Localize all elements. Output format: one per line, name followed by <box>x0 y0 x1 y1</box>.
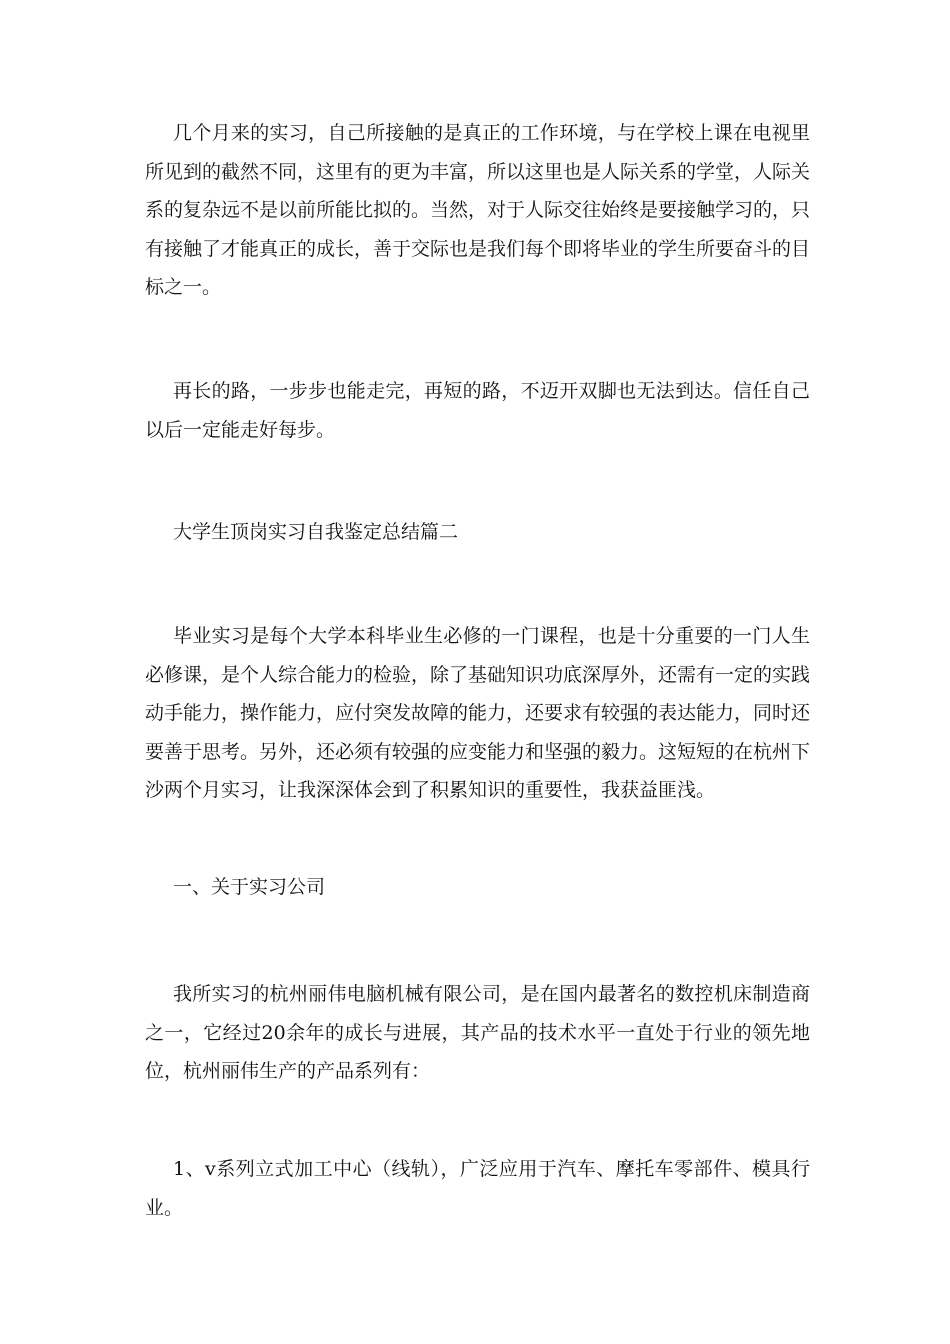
paragraph-company-intro: 我所实习的杭州丽伟电脑机械有限公司，是在国内最著名的数控机床制造商之一，它经过20余年的成长与进展，其产品的技术水平一直处于行业的领先地位，杭州丽伟生产的产品系列有： <box>145 983 810 1083</box>
paragraph-internship-experience: 几个月来的实习，自己所接触的是真正的工作环境，与在学校上课在电视里所见到的截然不同，这里有的更为丰富，所以这里也是人际关系的学堂，人际关系的复杂远不是以前所能比拟的。当然，对于人际交往始终是要接触学习的，只有接触了才能真正的成长，善于交际也是我们每个即将毕业的学生所要奋斗的目标之一。 <box>145 122 811 299</box>
paragraph-long-road: 再长的路，一步步也能走完，再短的路，不迈开双脚也无法到达。信任自己以后一定能走好每步。 <box>145 380 810 441</box>
paragraph-product-v-series: 1、v系列立式加工中心（线轨），广泛应用于汽车、摩托车零部件、模具行业。 <box>145 1158 810 1219</box>
section-heading-company: 一、关于实习公司 <box>173 876 326 898</box>
section-title-part-two: 大学生顶岗实习自我鉴定总结篇二 <box>173 521 459 543</box>
paragraph-graduation-internship: 毕业实习是每个大学本科毕业生必修的一门课程，也是十分重要的一门人生必修课，是个人综合能力的检验，除了基础知识功底深厚外，还需有一定的实践动手能力，操作能力，应付突发故障的能力，还要求有较强的表达能力，同时还要善于思考。另外，还必须有较强的应变能力和坚强的毅力。这短短的在杭州下沙两个月实习，让我深深体会到了积累知识的重要性，我获益匪浅。 <box>145 625 811 802</box>
